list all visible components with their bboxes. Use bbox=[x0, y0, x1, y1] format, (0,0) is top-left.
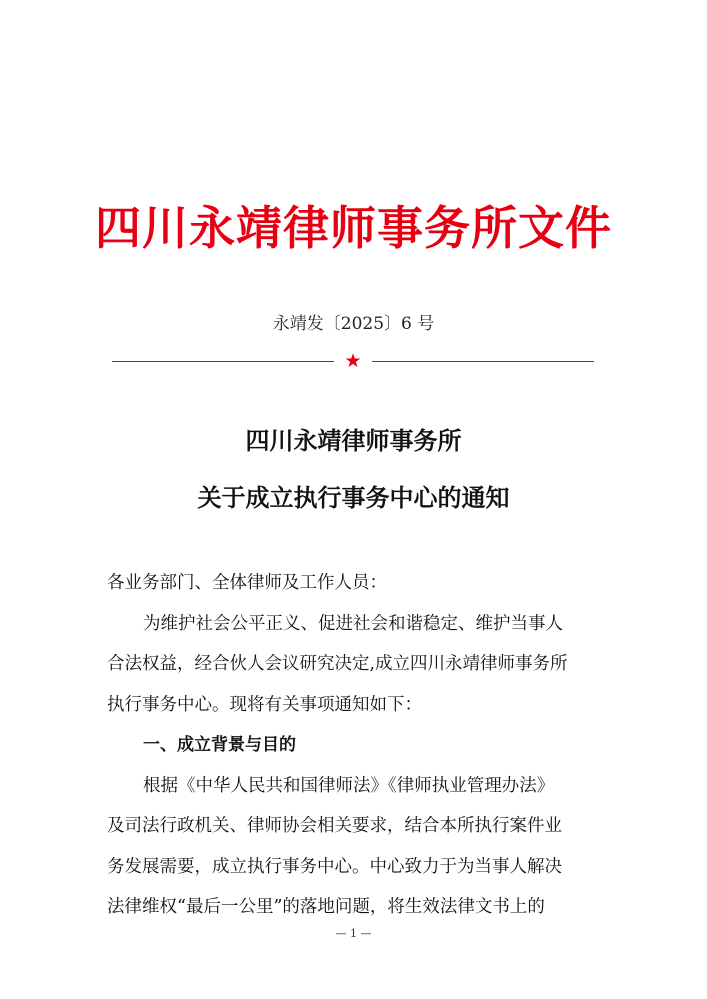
paragraph-1-line-3: 执行事务中心。现将有关事项通知如下： bbox=[107, 694, 422, 715]
star-icon: ★ bbox=[344, 350, 362, 372]
page-number: — 1 — bbox=[335, 927, 372, 940]
paragraph-2-line-4: 法律维权“最后一公里”的落地问题，将生效法律文书上的 bbox=[107, 897, 545, 917]
salutation: 各业务部门、全体律师及工作人员： bbox=[107, 573, 387, 593]
paragraph-1-line-2: 合法权益，经合伙人会议研究决定,成立四川永靖律师事务所 bbox=[107, 654, 568, 674]
red-divider-right bbox=[372, 361, 594, 362]
notice-title-line-1: 四川永靖律师事务所 bbox=[245, 427, 462, 455]
red-header-title: 四川永靖律师事务所文件 bbox=[95, 201, 612, 255]
paragraph-1-line-1: 为维护社会公平正义、促进社会和谐稳定、维护当事人 bbox=[143, 613, 563, 634]
paragraph-2-line-2: 及司法行政机关、律师协会相关要求，结合本所执行案件业 bbox=[107, 816, 562, 836]
red-divider-left bbox=[112, 361, 334, 362]
paragraph-2-line-1: 根据《中华人民共和国律师法》《律师执业管理办法》 bbox=[143, 775, 555, 796]
body-text bbox=[107, 563, 607, 928]
paragraph-2-line-3: 务发展需要，成立执行事务中心。中心致力于为当事人解决 bbox=[107, 856, 562, 877]
section-1-heading: 一、成立背景与目的 bbox=[143, 735, 296, 755]
document-number: 永靖发〔2025〕6 号 bbox=[272, 314, 435, 334]
notice-title-line-2: 关于成立执行事务中心的通知 bbox=[197, 484, 510, 512]
